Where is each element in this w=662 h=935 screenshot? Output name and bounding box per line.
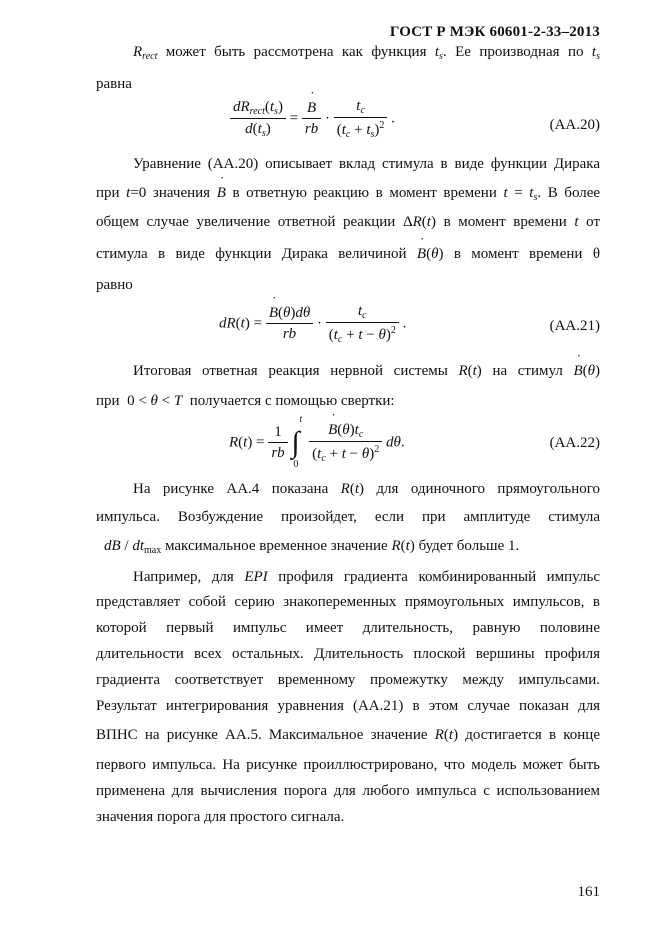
paragraph-line: общем случае увеличение ответной реакции ΔR(t) в момент времени t от [96, 214, 600, 230]
equation-aa22: R(t) = $\frac{1}{rb}$ ∫ t 0 ˙ $\frac{B(\theta)t_c}{(t_c + t - \theta)^2}$ dθ. [229, 422, 405, 464]
paragraph-line: применена для вычисления порога для любого импульса с использованием [96, 783, 600, 799]
paragraph-line: На рисунке AA.4 показана R(t) для одиночного прямоугольного [133, 481, 600, 497]
paragraph-line: dB / $dt_{max}$ максимальное временное значение R(t) будет больше 1. [104, 538, 520, 556]
paragraph-line: представляет собой серию знакопеременных прямоугольных импульсов, в [96, 594, 600, 610]
paragraph-line: Уравнение (AA.20) описывает вклад стимула в виде функции Дирака [133, 156, 600, 172]
paragraph-line: при t=0 значения ˙ B в ответную реакцию в момент времени $t = t_s$. В более [96, 185, 600, 203]
paragraph-line: Результат интегрирования уравнения (AA.21) в этом случае показан для [96, 698, 600, 714]
paragraph-line: стимула в виде функции Дирака величиной ˙ B(θ) в момент времени θ [96, 246, 600, 263]
page-number: 161 [577, 884, 600, 900]
paragraph-line: $R_{rect}$ может быть рассмотрена как функция $t_s$. Ее производная по $t_s$ [133, 44, 600, 62]
equation-number: (AA.21) [549, 318, 600, 334]
paragraph-line: значения порога для простого сигнала. [96, 809, 345, 825]
equation-number: (AA.20) [549, 117, 600, 133]
equation-aa20: $\frac{dR_{rect}(t_s)}{d(t_s)}$ = ˙ $\frac{B}{rb}$ · $\frac{t_c}{(t_c + t_s)^2}$ . [230, 98, 395, 140]
paragraph-line: градиента соответствует временному промежутку между импульсами. [96, 672, 600, 688]
paragraph-line: Итоговая ответная реакция нервной системы R(t) на стимул ˙ B(θ) [133, 363, 600, 380]
paragraph-line: импульса. Возбуждение произойдет, если при амплитуде стимула [96, 509, 600, 525]
paragraph-line: Например, для EPI профиля градиента комбинированный импульс [133, 569, 601, 585]
equation-number: (AA.22) [549, 435, 600, 451]
equation-aa21: dR(t) = ˙ $\frac{B(\theta)d\theta}{rb}$ · $\frac{t_c}{(t_c + t - \theta)^2}$ . [219, 303, 406, 345]
paragraph-line: равна [96, 76, 132, 92]
paragraph-line: при 0 < θ < T получается с помощью свертки: [96, 393, 395, 409]
standard-header: ГОСТ Р МЭК 60601-2-33–2013 [389, 24, 600, 40]
paragraph-line: длительности всех остальных. Длительность плоской вершины профиля [96, 646, 600, 662]
paragraph-line: первого импульса. На рисунке проиллюстрировано, что модель может быть [96, 757, 600, 773]
paragraph-line: ВПНС на рисунке AA.5. Максимальное значение R(t) достигается в конце [96, 727, 600, 743]
paragraph-line: равно [96, 277, 133, 293]
paragraph-line: которой первый импульс имеет длительность, равную половине [96, 620, 600, 636]
